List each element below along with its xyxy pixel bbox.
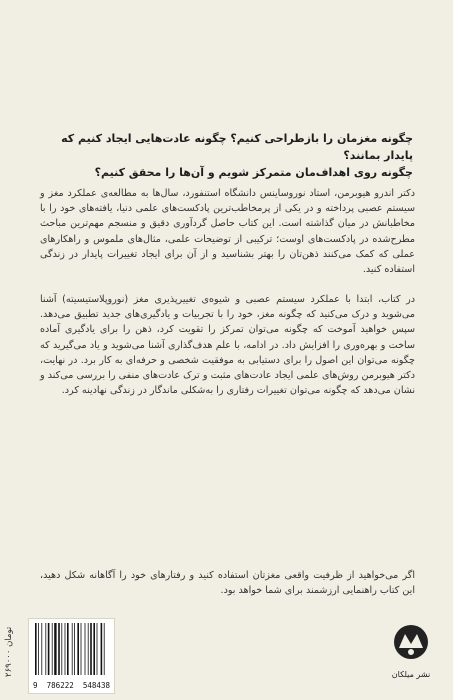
barcode-group-1: 786222 (46, 681, 74, 690)
paragraph-intro: دکتر اندرو هیوبرمن، استاد نوروساینس دانشگاه استنفورد، سال‌ها به مطالعه‌ی عملکرد مغز و سیستم عصبی پرداخته و در یکی از پرمخاطب‌ترین پادکست‌های علمی دنیا، یافته‌های خود را با مخاطبانش در میان گذاشته است. این کتاب حاصل گردآوری دقیق و منسجم مهم‌ترین مباحث مطرح‌شده در پادکست‌های اوست؛ ترکیبی از توضیحات علمی، مثال‌های ملموس و راهکارهای عملی که کمک می‌کنند ذهن‌تان را بهتر بشناسید و از آن برای ایجاد تغییرات پایدار در زندگی استفاده کنید. (40, 188, 415, 276)
barcode-digits (33, 681, 110, 690)
barcode-first-digit: 9 (33, 681, 38, 690)
headline (40, 130, 413, 181)
paragraph-closing: اگر می‌خواهید از ظرفیت واقعی مغزتان استفاده کنید و رفتارهای خود را آگاهانه شکل دهید، این کتاب راهنمایی ارزشمند برای شما خواهد بود. (40, 570, 415, 597)
publisher-name: نشر میلکان (391, 670, 431, 679)
publisher-logo-icon (391, 622, 431, 668)
barcode-bars-icon (33, 623, 110, 677)
paragraph-contents: در کتاب، ابتدا با عملکرد سیستم عصبی و شیوه‌ی تغییرپذیری مغز (نوروپلاستیسیته) آشنا می‌شوید و درک می‌کنید که چگونه مغز، خود را با تجربیات و یادگیری‌های جدید تطبیق می‌دهد. سپس خواهید آموخت که چگونه می‌توان تمرکز را تقویت کرد، ذهن را برای یادگیری آماده ساخت و بهره‌وری را افزایش داد. در ادامه، با علم هدف‌گذاری آشنا می‌شوید و یاد می‌گیرید که چگونه می‌توان این اصول را برای دستیابی به موفقیت شخصی و حرفه‌ای به کار برد. در نهایت، دکتر هیوبرمن روش‌های علمی ایجاد عادت‌های مثبت و ترک عادت‌های منفی را بررسی می‌کند و نشان می‌دهد که چگونه می‌توان تغییرات رفتاری را به‌شکلی ماندگار در زندگی نهادینه کرد. (40, 294, 415, 397)
headline-line-1: چگونه مغزمان را بازطراحی کنیم؟ چگونه عادت‌هایی ایجاد کنیم که پایدار بمانند؟ (61, 132, 413, 162)
headline-line-2: چگونه روی اهداف‌مان متمرکز شویم و آن‌ها را محقق کنیم؟ (94, 166, 413, 179)
price-label: ۲۶۹۰۰۰ تومان (4, 626, 14, 678)
barcode-group-2: 548438 (82, 681, 110, 690)
publisher-logo (387, 622, 435, 692)
isbn-barcode (28, 618, 115, 694)
